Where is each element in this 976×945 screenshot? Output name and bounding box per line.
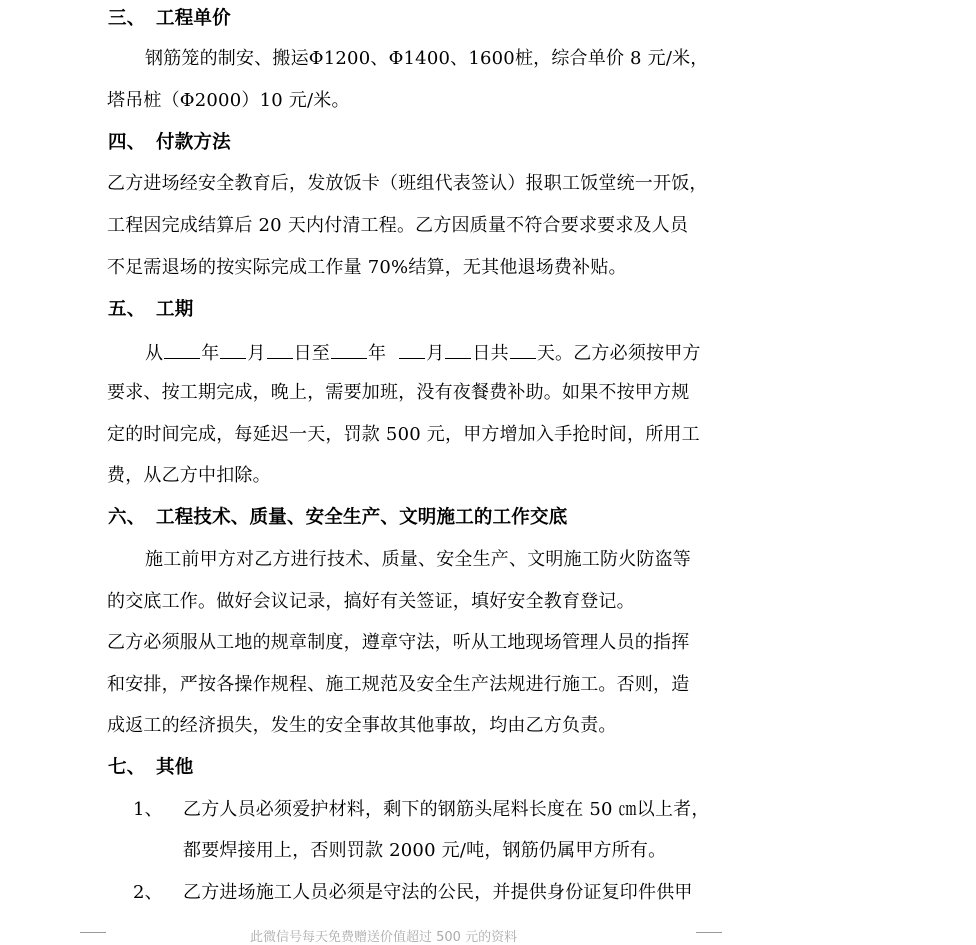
footer-text: 此微信号每天免费赠送价值超过 500 元的资料 [250, 930, 518, 945]
paragraph-line: 费，从乙方中扣除。 [107, 465, 271, 486]
paragraph-line: 乙方进场经安全教育后，发放饭卡（班组代表签认）报职工饭堂统一开饭， [107, 173, 708, 194]
text-fragment: 年 [201, 343, 220, 364]
section-7-heading [0, 756, 793, 780]
text-fragment: 天。乙方必须按甲方 [536, 343, 701, 364]
paragraph-line: 不足需退场的按实际完成工作量 70%结算，无其他退场费补贴。 [107, 257, 627, 278]
text-fragment: 日共 [472, 343, 509, 364]
blank-start-day [267, 340, 293, 359]
section-3-heading [0, 7, 793, 31]
list-text: 乙方进场施工人员必须是守法的公民，并提供身份证复印件供甲 [183, 882, 693, 903]
paragraph-line: 钢筋笼的制安、搬运Φ1200、Φ1400、1600桩，综合单价 8 元/米， [145, 48, 709, 69]
text-fragment: 月 [426, 343, 445, 364]
section-number: 四、 [108, 132, 146, 153]
text-fragment: 月 [247, 343, 266, 364]
list-item-1-continued: 都要焊接用上，否则罚款 2000 元/吨，钢筋仍属甲方所有。 [183, 840, 667, 861]
blank-end-year [331, 340, 367, 359]
section-6-heading [0, 506, 793, 530]
blank-start-year [164, 340, 200, 359]
paragraph-line: 成返工的经济损失，发生的安全事故其他事故，均由乙方负责。 [107, 715, 617, 736]
blank-total-days [510, 340, 536, 359]
paragraph-line: 和安排，严按各操作规程、施工规范及安全生产法规进行施工。否则，造 [107, 674, 690, 695]
section-title: 其他 [156, 757, 194, 778]
paragraph-line: 的交底工作。做好会议记录，搞好有关签证，填好安全教育登记。 [107, 591, 635, 612]
section-title: 工期 [156, 299, 194, 320]
schedule-line [145, 340, 938, 366]
list-text: 乙方人员必须爱护材料，剩下的钢筋头尾料长度在 50 ㎝以上者， [183, 799, 710, 820]
paragraph-line: 定的时间完成，每延迟一天，罚款 500 元，甲方增加入手抢时间，所用工 [107, 424, 700, 445]
blank-end-month [399, 340, 425, 359]
page-footer [0, 924, 793, 945]
text-fragment: 日至 [293, 343, 331, 364]
text-fragment: 年 [368, 343, 387, 364]
list-number: 1、 [133, 799, 163, 820]
section-number: 三、 [108, 8, 146, 29]
section-number: 七、 [108, 757, 146, 778]
section-title: 付款方法 [156, 132, 231, 153]
list-number: 2、 [133, 882, 163, 903]
text-fragment: 从 [145, 343, 164, 364]
section-title: 工程单价 [156, 8, 231, 29]
footer-rule-left [80, 932, 106, 933]
section-title: 工程技术、质量、安全生产、文明施工的工作交底 [156, 507, 568, 528]
paragraph-line: 乙方必须服从工地的规章制度，遵章守法，听从工地现场管理人员的指挥 [107, 632, 690, 653]
blank-start-month [220, 340, 246, 359]
paragraph-line: 塔吊桩（Φ2000）10 元/米。 [107, 90, 350, 111]
section-4-heading [0, 131, 793, 155]
section-number: 六、 [108, 507, 146, 528]
paragraph-line: 工程因完成结算后 20 天内付清工程。乙方因质量不符合要求要求及人员 [107, 215, 689, 236]
paragraph-line: 要求、按工期完成，晚上，需要加班，没有夜餐费补助。如果不按甲方规 [107, 382, 690, 403]
paragraph-line: 施工前甲方对乙方进行技术、质量、安全生产、文明施工防火防盗等 [145, 549, 691, 570]
section-5-heading [0, 298, 793, 322]
footer-rule-right [696, 932, 722, 933]
blank-end-day [445, 340, 471, 359]
section-number: 五、 [108, 299, 146, 320]
